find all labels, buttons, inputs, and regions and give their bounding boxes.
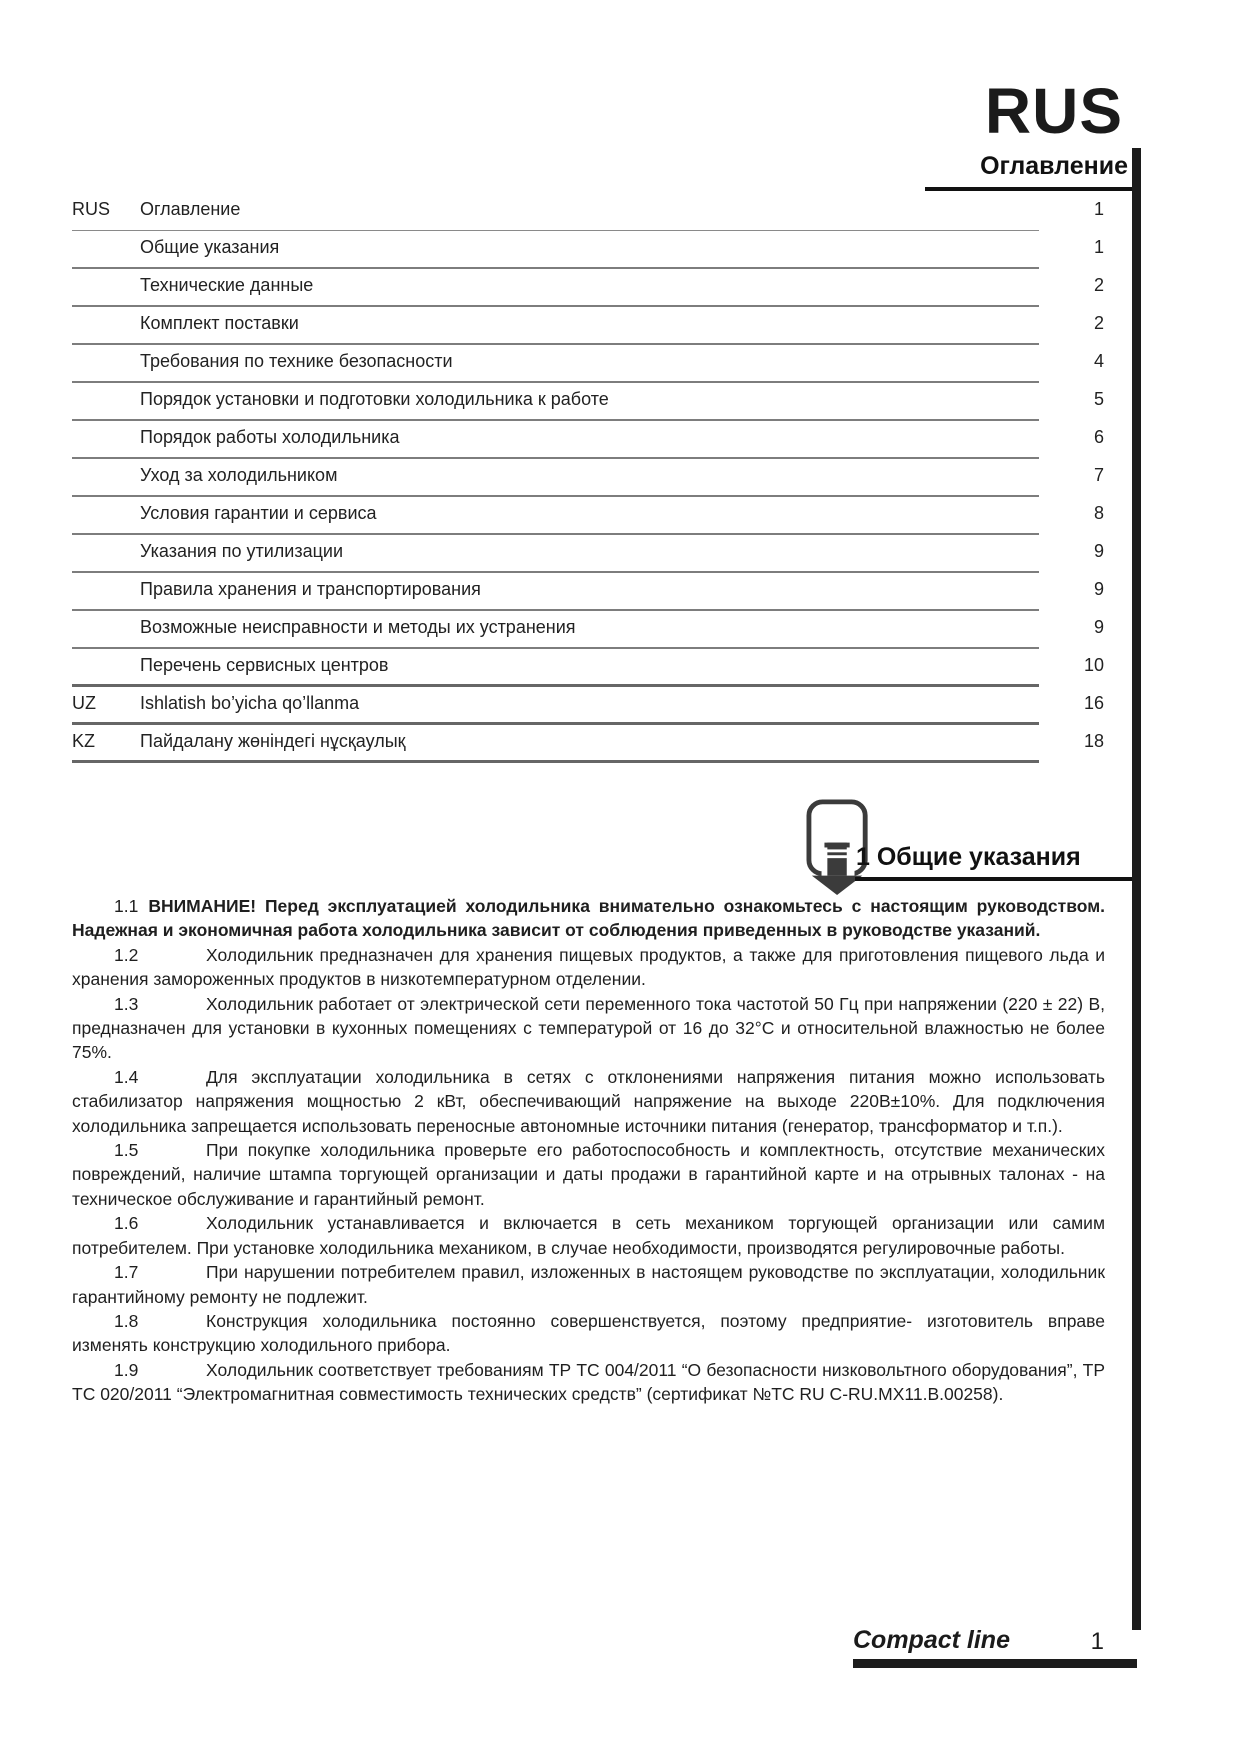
paragraph	[72, 1358, 1105, 1407]
para-number: 1.3	[114, 993, 139, 1014]
toc-row	[72, 649, 1104, 687]
language-code-heading: RUS	[984, 75, 1123, 147]
toc-row	[72, 611, 1104, 649]
toc-row-page: 6	[1093, 427, 1104, 447]
toc-title-underline	[925, 187, 1132, 191]
toc-row-page: 2	[1093, 275, 1104, 295]
toc-row-label: Пайдалану жөніндегі нұсқаулық	[140, 731, 406, 751]
toc-row	[72, 421, 1104, 459]
page-edge-bar	[1132, 148, 1141, 1630]
toc-row-page: 9	[1093, 579, 1104, 599]
toc-row-label: Правила хранения и транспортирования	[140, 579, 481, 599]
toc-row-code: RUS	[72, 199, 111, 219]
para-text: ВНИМАНИЕ! Перед эксплуатацией холодильника внимательно ознакомьтесь с настоящим руководством. Надежная и экономичная работа холодильника зависит от соблюдения приведенных в руководстве указаний.	[72, 896, 1105, 941]
para-text: Холодильник предназначен для хранения пищевых продуктов, а также для приготовления пищевого льда и хранения замороженных продуктов в низкотемпературном отделении.	[72, 944, 1105, 990]
toc-row-label: Порядок работы холодильника	[140, 427, 400, 447]
paragraph	[72, 1309, 1105, 1358]
toc-row-label: Перечень сервисных центров	[140, 655, 389, 675]
toc-row	[72, 725, 1104, 763]
toc-row-page: 1	[1093, 237, 1104, 257]
footer-brand: Compact line	[853, 1626, 1010, 1654]
toc-row-label: Возможные неисправности и методы их устранения	[140, 617, 576, 637]
paragraph	[72, 992, 1105, 1065]
paragraph	[72, 1211, 1105, 1260]
toc-row-page: 7	[1093, 465, 1104, 485]
toc-row	[72, 459, 1104, 497]
para-text: Холодильник соответствует требованиям ТР ТС 004/2011 “О безопасности низковольтного оборудования”, ТР ТС 020/2011 “Электромагнитная совместимость технических средств” (сертификат №ТС RU C-RU.MX11.B.00258).	[72, 1359, 1105, 1405]
toc-row	[72, 573, 1104, 611]
paragraph	[72, 1065, 1105, 1138]
toc-row	[72, 687, 1104, 725]
toc-row-label: Комплект поставки	[140, 313, 299, 333]
para-number: 1.6	[114, 1213, 139, 1234]
footer-page-number: 1	[1090, 1628, 1104, 1655]
toc-row-label: Уход за холодильником	[140, 465, 338, 485]
para-text: Для эксплуатации холодильника в сетях с отклонениями напряжения питания можно использовать стабилизатор напряжения мощностью 2 кВт, обеспечивающий напряжение на выходе 220В±10%. Для подключения холодильника запрещается использовать переносные автономные источники питания (генератор, трансформатор и т.п.).	[72, 1066, 1105, 1136]
toc-row-code: KZ	[72, 731, 96, 751]
para-text: Холодильник устанавливается и включается в сеть механиком торгующей организации или самим потребителем. При установке холодильника механиком, в случае необходимости, производятся регулировочные работы.	[72, 1213, 1105, 1258]
para-number: 1.4	[114, 1066, 139, 1087]
divider	[72, 760, 1039, 763]
toc-row-label: Требования по технике безопасности	[140, 351, 453, 371]
body-text	[72, 894, 1105, 1407]
toc-row	[72, 345, 1104, 383]
toc-row-page: 10	[1083, 655, 1104, 675]
toc-row-page: 1	[1093, 199, 1104, 219]
toc-row-page: 8	[1093, 503, 1104, 523]
toc-row-page: 4	[1093, 351, 1104, 371]
para-text: При нарушении потребителем правил, изложенных в настоящем руководстве по эксплуатации, холодильник гарантийному ремонту не подлежит.	[72, 1262, 1105, 1307]
para-number: 1.7	[114, 1262, 139, 1283]
paragraph	[72, 943, 1105, 992]
toc-row-label: Общие указания	[140, 237, 280, 257]
para-text: Холодильник работает от электрической сети переменного тока частотой 50 Гц при напряжении (220 ± 22) В, предназначен для установки в кухонных помещениях с температурой от 16 до 32°С и относительной влажностью не более 75%.	[72, 993, 1105, 1063]
toc-row-page: 9	[1093, 541, 1104, 561]
paragraph	[72, 894, 1105, 943]
toc-row	[72, 193, 1104, 231]
toc-row-label: Условия гарантии и сервиса	[140, 503, 377, 523]
toc-row	[72, 307, 1104, 345]
para-number: 1.1	[114, 896, 139, 916]
toc-row-page: 2	[1093, 313, 1104, 333]
toc-table	[72, 193, 1104, 763]
section-heading: 1 Общие указания	[856, 843, 1081, 871]
section-heading-underline	[855, 877, 1132, 881]
toc-row-page: 16	[1083, 693, 1104, 713]
para-number: 1.8	[114, 1310, 139, 1331]
para-number: 1.2	[114, 944, 139, 965]
toc-row-label: Ishlatish bo’yicha qo’llanma	[140, 693, 360, 713]
toc-row	[72, 269, 1104, 307]
toc-row	[72, 383, 1104, 421]
toc-row-page: 9	[1093, 617, 1104, 637]
toc-row	[72, 535, 1104, 573]
toc-row	[72, 497, 1104, 535]
toc-title: Оглавление	[980, 152, 1128, 180]
toc-row-label: Технические данные	[140, 275, 314, 295]
toc-row-code: UZ	[72, 693, 96, 713]
toc-row-label: Оглавление	[140, 199, 241, 219]
toc-row	[72, 231, 1104, 269]
toc-row-page: 5	[1093, 389, 1104, 409]
para-number: 1.5	[114, 1140, 139, 1161]
paragraph	[72, 1260, 1105, 1309]
paragraph	[72, 1138, 1105, 1211]
footer-rule	[853, 1659, 1137, 1668]
toc-row-page: 18	[1083, 731, 1104, 751]
toc-row-label: Порядок установки и подготовки холодильника к работе	[140, 389, 609, 409]
para-number: 1.9	[114, 1359, 139, 1380]
para-text: Конструкция холодильника постоянно совершенствуется, поэтому предприятие- изготовитель вправе изменять конструкцию холодильного прибора.	[72, 1310, 1105, 1356]
toc-row-label: Указания по утилизации	[140, 541, 344, 561]
para-text: При покупке холодильника проверьте его работоспособность и комплектность, отсутствие механических повреждений, наличие штампа торгующей организации и даты продажи в гарантийной карте и на отрывных талонах - на техническое обслуживание и гарантийный ремонт.	[72, 1140, 1105, 1209]
